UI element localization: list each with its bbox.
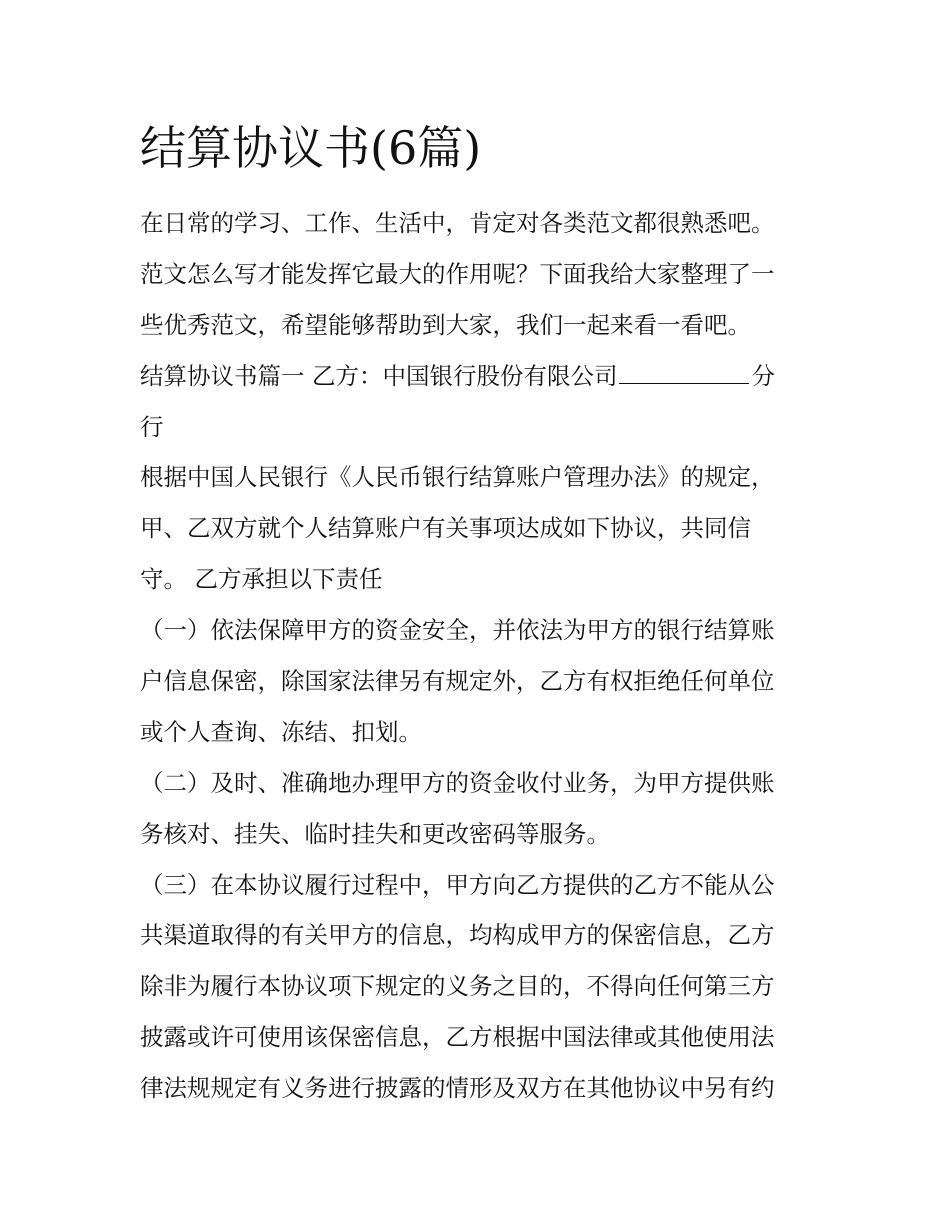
body-line: 务核对、挂失、临时挂失和更改密码等服务。 bbox=[140, 819, 610, 848]
body-line: 些优秀范文，希望能够帮助到大家，我们一起来看一看吧。 bbox=[140, 310, 751, 339]
body-line-with-blank bbox=[140, 351, 820, 402]
body-line: 范文怎么写才能发挥它最大的作用呢？下面我给大家整理了一 bbox=[140, 259, 775, 288]
body-line: （二）及时、准确地办理甲方的资金收付业务，为甲方提供账 bbox=[140, 768, 775, 797]
body-line: 根据中国人民银行《人民币银行结算账户管理办法》的规定， bbox=[140, 463, 775, 492]
body-line: 户信息保密，除国家法律另有规定外，乙方有权拒绝任何单位 bbox=[140, 667, 775, 696]
body-line-part: 分 bbox=[751, 361, 775, 390]
document-body bbox=[140, 198, 820, 1114]
body-line: 共渠道取得的有关甲方的信息，均构成甲方的保密信息，乙方 bbox=[140, 921, 775, 950]
body-line: （三）在本协议履行过程中，甲方向乙方提供的乙方不能从公 bbox=[140, 870, 775, 899]
body-line: （一）依法保障甲方的资金安全，并依法为甲方的银行结算账 bbox=[140, 616, 775, 645]
body-line: 律法规规定有义务进行披露的情形及双方在其他协议中另有约 bbox=[140, 1074, 775, 1103]
document-title: 结算协议书(6篇) bbox=[140, 121, 482, 175]
body-line: 披露或许可使用该保密信息，乙方根据中国法律或其他使用法 bbox=[140, 1023, 775, 1052]
fill-in-blank bbox=[619, 363, 749, 384]
body-line-part: 结算协议书篇一 乙方：中国银行股份有限公司 bbox=[140, 361, 618, 390]
body-line: 甲、乙双方就个人结算账户有关事项达成如下协议，共同信 bbox=[140, 514, 751, 543]
body-line: 在日常的学习、工作、生活中，肯定对各类范文都很熟悉吧。 bbox=[140, 209, 775, 237]
body-line: 守。 乙方承担以下责任 bbox=[140, 565, 383, 594]
body-line: 行 bbox=[140, 412, 164, 441]
body-line: 或个人查询、冻结、扣划。 bbox=[140, 717, 422, 746]
body-line: 除非为履行本协议项下规定的义务之目的，不得向任何第三方 bbox=[140, 972, 775, 1001]
